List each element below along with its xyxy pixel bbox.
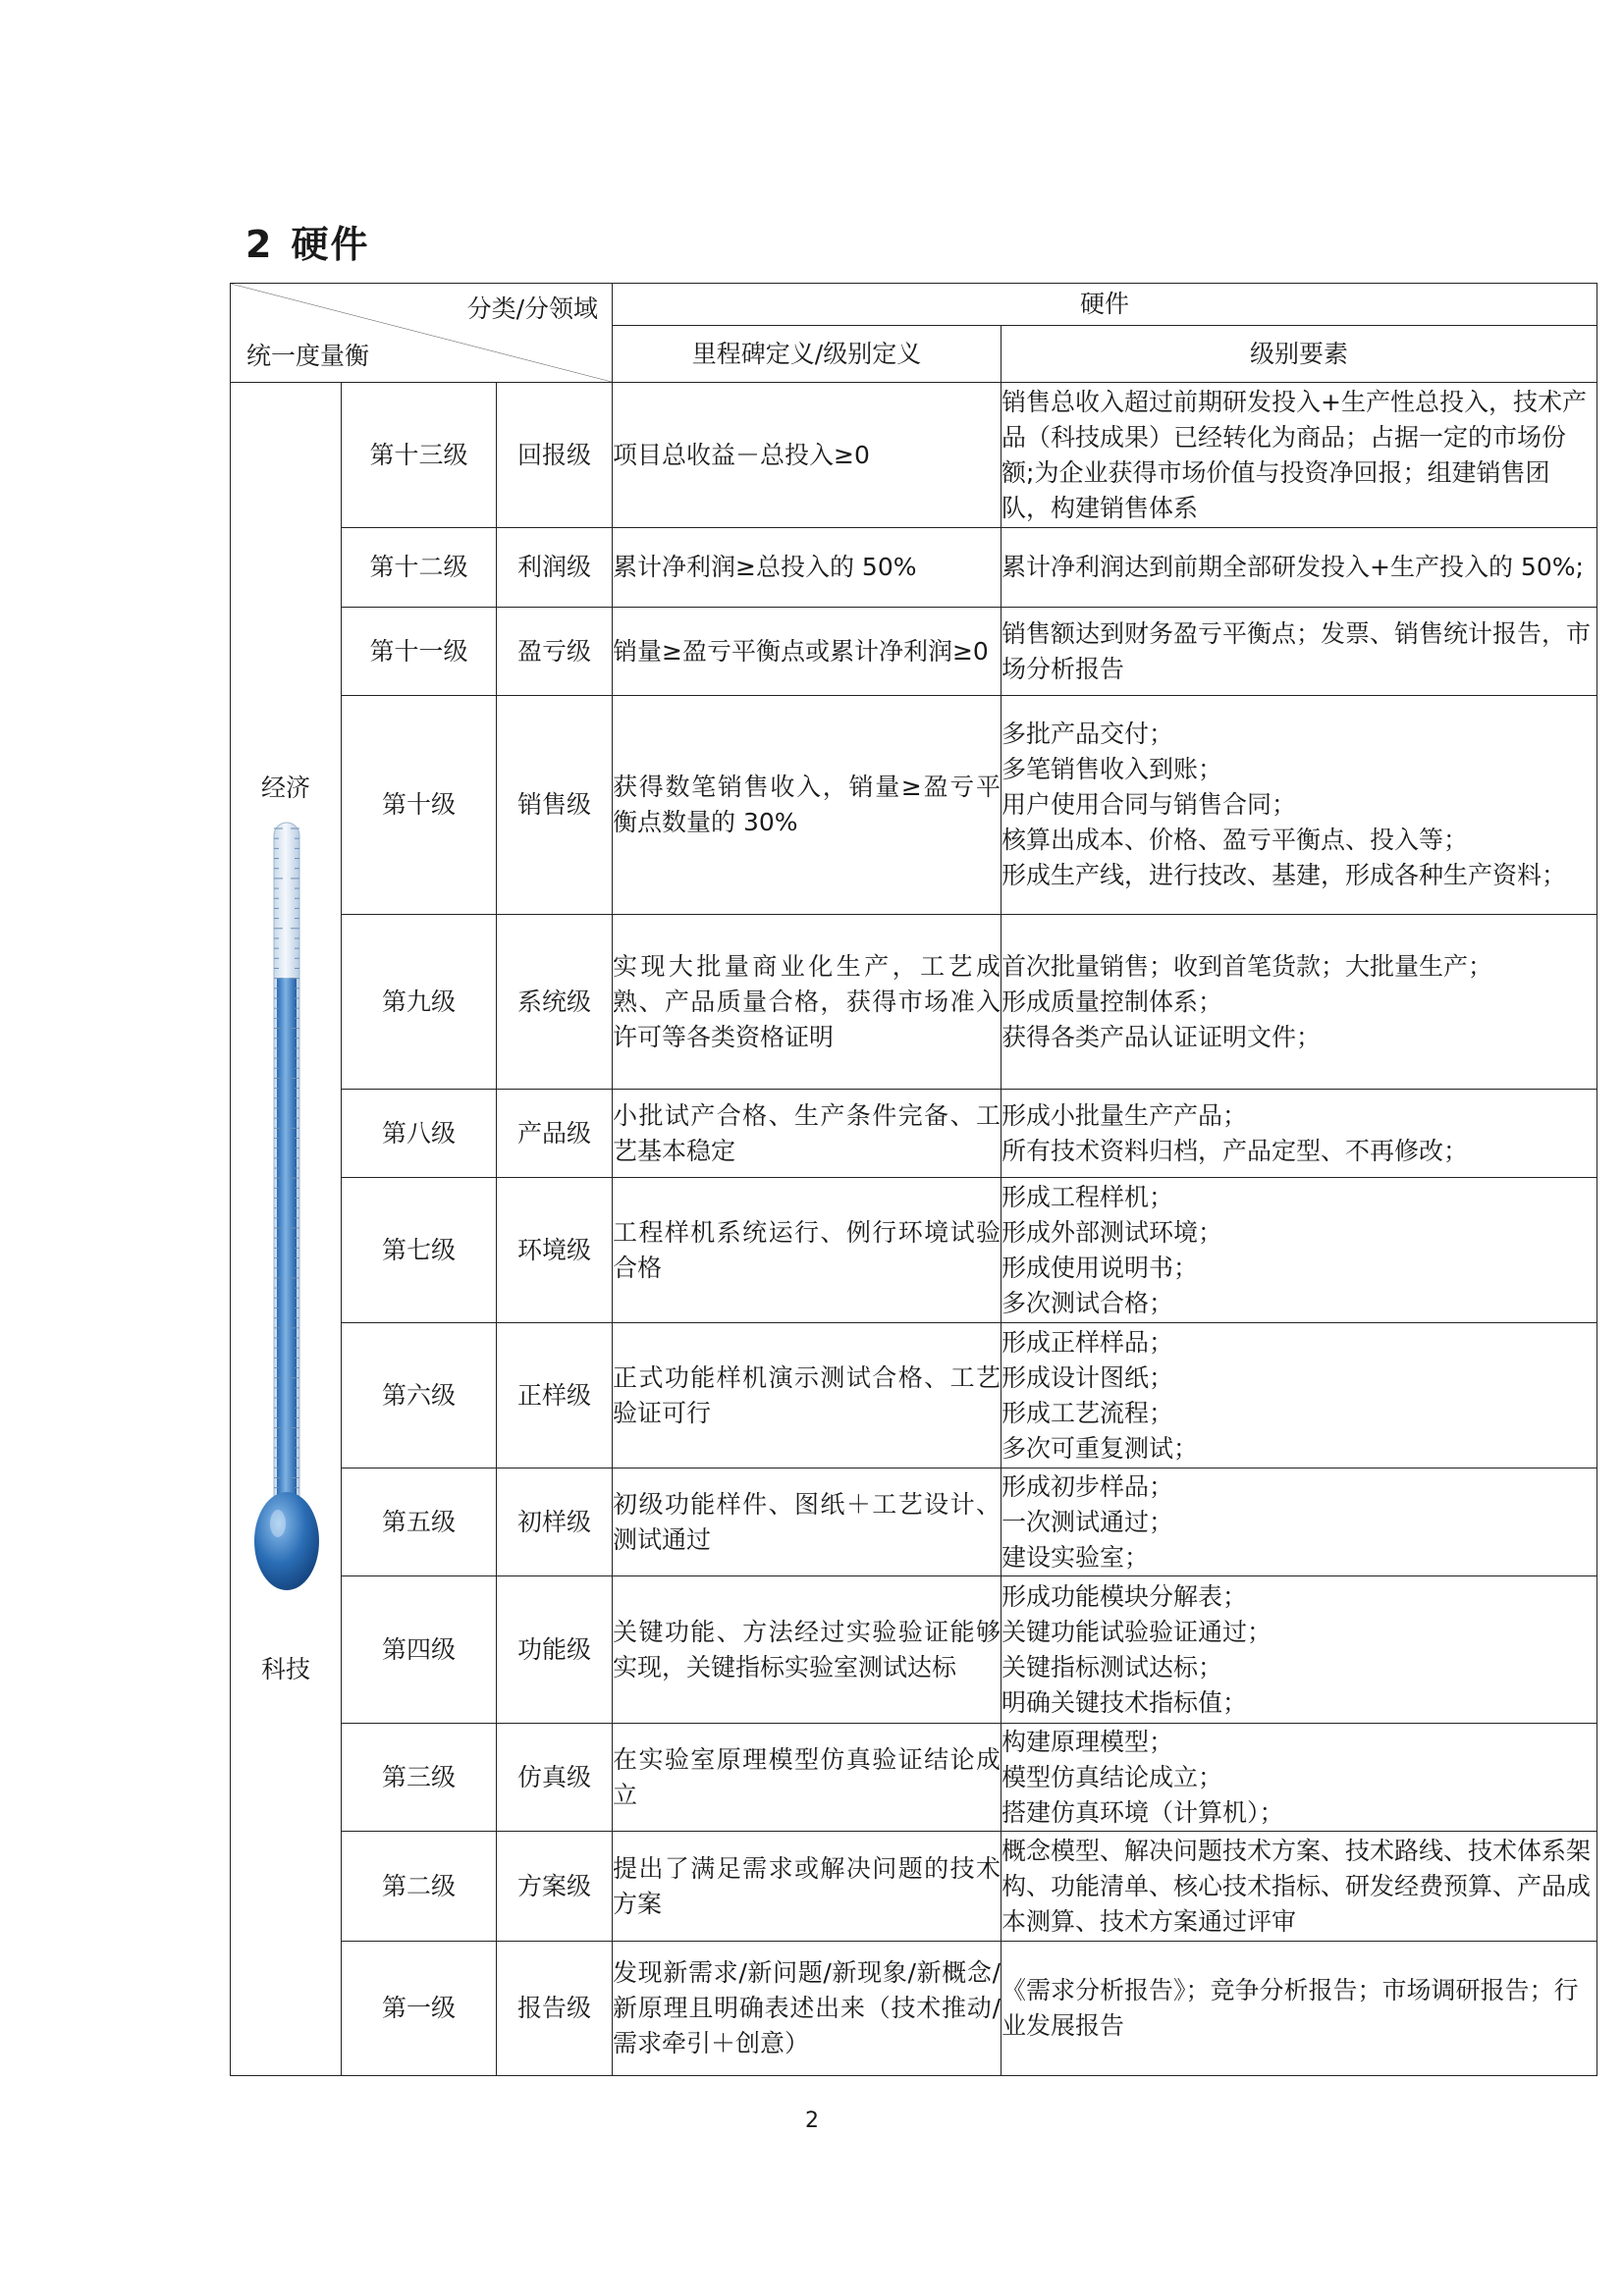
requirements-cell	[1001, 528, 1597, 608]
requirements-cell	[1001, 1178, 1597, 1323]
table-row	[231, 1323, 1597, 1468]
requirement-line: 《需求分析报告》；竞争分析报告；市场调研报告；行业发展报告	[1001, 1976, 1579, 2040]
table-row	[231, 1724, 1597, 1832]
requirement-line: 概念模型、解决问题技术方案、技术路线、技术体系架构、功能清单、核心技术指标、研发经费预算、产品成本测算、技术方案通过评审	[1001, 1836, 1592, 1936]
definition-cell: 累计净利润≥总投入的 50%	[613, 528, 1001, 608]
requirement-line: 多次可重复测试；	[1001, 1433, 1199, 1463]
table-row	[231, 1178, 1597, 1323]
requirements-header: 级别要素	[1001, 326, 1597, 383]
requirement-line: 建设实验室；	[1001, 1542, 1150, 1572]
corner-bottom-label: 统一度量衡	[246, 342, 370, 370]
level-cell: 第六级	[342, 1323, 497, 1468]
gauge-top-label: 经济	[260, 774, 310, 802]
level-name-cell: 销售级	[497, 696, 613, 915]
table-row	[231, 1942, 1597, 2076]
requirement-line: 核算出成本、价格、盈亏平衡点、投入等；	[1001, 826, 1469, 854]
table-row	[231, 383, 1597, 528]
requirement-line: 明确关键技术指标值；	[1001, 1687, 1248, 1717]
definition-cell: 销量≥盈亏平衡点或累计净利润≥0	[613, 608, 1001, 696]
requirement-line: 形成正样样品；	[1001, 1327, 1174, 1357]
level-cell: 第二级	[342, 1832, 497, 1942]
level-name-cell: 盈亏级	[497, 608, 613, 696]
requirement-line: 多批产品交付；	[1001, 720, 1174, 748]
requirement-line: 形成使用说明书；	[1001, 1253, 1199, 1282]
thermometer-icon	[252, 815, 321, 1600]
requirement-line: 形成工艺流程；	[1001, 1398, 1174, 1427]
level-name-cell: 正样级	[497, 1323, 613, 1468]
level-cell: 第七级	[342, 1178, 497, 1323]
level-name-cell: 产品级	[497, 1090, 613, 1178]
requirement-line: 销售额达到财务盈亏平衡点；发票、销售统计报告，市场分析报告	[1001, 618, 1592, 683]
table-row	[231, 915, 1597, 1090]
requirement-line: 多次测试合格；	[1001, 1288, 1174, 1317]
level-cell: 第四级	[342, 1576, 497, 1724]
level-cell: 第九级	[342, 915, 497, 1090]
section-number: 2	[245, 223, 274, 266]
requirements-cell	[1001, 1090, 1597, 1178]
definition-cell: 小批试产合格、生产条件完备、工艺基本稳定	[613, 1090, 1001, 1178]
definition-cell: 获得数笔销售收入，销量≥盈亏平衡点数量的 30%	[613, 696, 1001, 915]
requirements-cell	[1001, 383, 1597, 528]
definition-cell: 正式功能样机演示测试合格、工艺验证可行	[613, 1323, 1001, 1468]
requirement-line: 累计净利润达到前期全部研发投入+生产投入的 50%;	[1001, 553, 1584, 581]
level-cell: 第五级	[342, 1468, 497, 1576]
level-cell: 第十三级	[342, 383, 497, 528]
requirement-line: 搭建仿真环境（计算机）；	[1001, 1797, 1284, 1827]
level-name-cell: 功能级	[497, 1576, 613, 1724]
level-name-cell: 方案级	[497, 1832, 613, 1942]
table-row	[231, 608, 1597, 696]
thermometer-bulb	[254, 1492, 319, 1590]
requirement-line: 一次测试通过；	[1001, 1507, 1174, 1536]
requirements-cell	[1001, 1576, 1597, 1724]
requirement-line: 形成设计图纸；	[1001, 1362, 1174, 1392]
requirement-line: 形成小批量生产产品；	[1001, 1100, 1248, 1130]
level-cell: 第三级	[342, 1724, 497, 1832]
table-row	[231, 1468, 1597, 1576]
level-name-cell: 仿真级	[497, 1724, 613, 1832]
section-heading	[245, 214, 369, 268]
corner-cell	[231, 284, 613, 383]
definition-cell: 提出了满足需求或解决问题的技术方案	[613, 1832, 1001, 1942]
requirement-line: 获得各类产品认证证明文件；	[1001, 1022, 1322, 1051]
requirement-line: 形成功能模块分解表；	[1001, 1581, 1248, 1611]
readiness-table	[230, 283, 1597, 2076]
requirement-line: 形成生产线，进行技改、基建，形成各种生产资料；	[1001, 861, 1567, 889]
definition-cell: 关键功能、方法经过实验验证能够实现，关键指标实验室测试达标	[613, 1576, 1001, 1724]
level-cell: 第十级	[342, 696, 497, 915]
level-name-cell: 系统级	[497, 915, 613, 1090]
requirement-line: 所有技术资料归档，产品定型、不再修改；	[1001, 1136, 1469, 1165]
requirement-line: 销售总收入超过前期研发投入+生产性总投入，技术产品（科技成果）已经转化为商品；占据一定的市场份额;为企业获得市场价值与投资净回报；组建销售团队，构建销售体系	[1001, 387, 1587, 522]
gauge-cell	[231, 383, 342, 2076]
requirements-cell	[1001, 1468, 1597, 1576]
requirement-line: 形成外部测试环境；	[1001, 1217, 1223, 1247]
definition-cell: 实现大批量商业化生产，工艺成熟、产品质量合格，获得市场准入许可等各类资格证明	[613, 915, 1001, 1090]
requirement-line: 关键功能试验验证通过；	[1001, 1617, 1272, 1646]
level-name-cell: 回报级	[497, 383, 613, 528]
gauge-bottom-label: 科技	[260, 1655, 310, 1683]
milestone-header: 里程碑定义/级别定义	[613, 326, 1001, 383]
requirements-cell	[1001, 1323, 1597, 1468]
table-row	[231, 528, 1597, 608]
level-cell: 第十二级	[342, 528, 497, 608]
requirement-line: 首次批量销售；收到首笔货款；大批量生产；	[1001, 951, 1493, 981]
domain-header: 硬件	[613, 284, 1597, 326]
thermometer-fill	[277, 978, 297, 1522]
definition-cell: 工程样机系统运行、例行环境试验合格	[613, 1178, 1001, 1323]
definition-cell: 项目总收益－总投入≥0	[613, 383, 1001, 528]
requirement-line: 模型仿真结论成立；	[1001, 1762, 1223, 1791]
corner-top-label: 分类/分领域	[466, 294, 599, 323]
table-row	[231, 1832, 1597, 1942]
definition-cell: 初级功能样件、图纸＋工艺设计、测试通过	[613, 1468, 1001, 1576]
level-cell: 第一级	[342, 1942, 497, 2076]
requirements-cell	[1001, 1942, 1597, 2076]
definition-cell: 发现新需求/新问题/新现象/新概念/新原理且明确表述出来（技术推动/需求牵引＋创意）	[613, 1942, 1001, 2076]
requirement-line: 形成初步样品；	[1001, 1471, 1174, 1501]
level-name-cell: 初样级	[497, 1468, 613, 1576]
requirement-line: 形成工程样机；	[1001, 1182, 1174, 1211]
level-name-cell: 利润级	[497, 528, 613, 608]
section-title: 硬件	[291, 223, 370, 266]
requirements-cell	[1001, 1724, 1597, 1832]
level-cell: 第十一级	[342, 608, 497, 696]
requirement-line: 形成质量控制体系；	[1001, 987, 1223, 1016]
level-name-cell: 环境级	[497, 1178, 613, 1323]
requirements-cell	[1001, 1832, 1597, 1942]
requirement-line: 构建原理模型；	[1001, 1727, 1174, 1756]
requirements-cell	[1001, 608, 1597, 696]
page-number: 2	[805, 2109, 819, 2133]
requirement-line: 关键指标测试达标；	[1001, 1652, 1223, 1682]
requirements-cell	[1001, 696, 1597, 915]
level-name-cell: 报告级	[497, 1942, 613, 2076]
definition-cell: 在实验室原理模型仿真验证结论成立	[613, 1724, 1001, 1832]
table-row	[231, 1576, 1597, 1724]
level-cell: 第八级	[342, 1090, 497, 1178]
table-row	[231, 696, 1597, 915]
requirements-cell	[1001, 915, 1597, 1090]
requirement-line: 用户使用合同与销售合同；	[1001, 790, 1297, 819]
requirement-line: 多笔销售收入到账；	[1001, 755, 1223, 783]
table-row	[231, 1090, 1597, 1178]
header-row-1	[231, 284, 1597, 326]
